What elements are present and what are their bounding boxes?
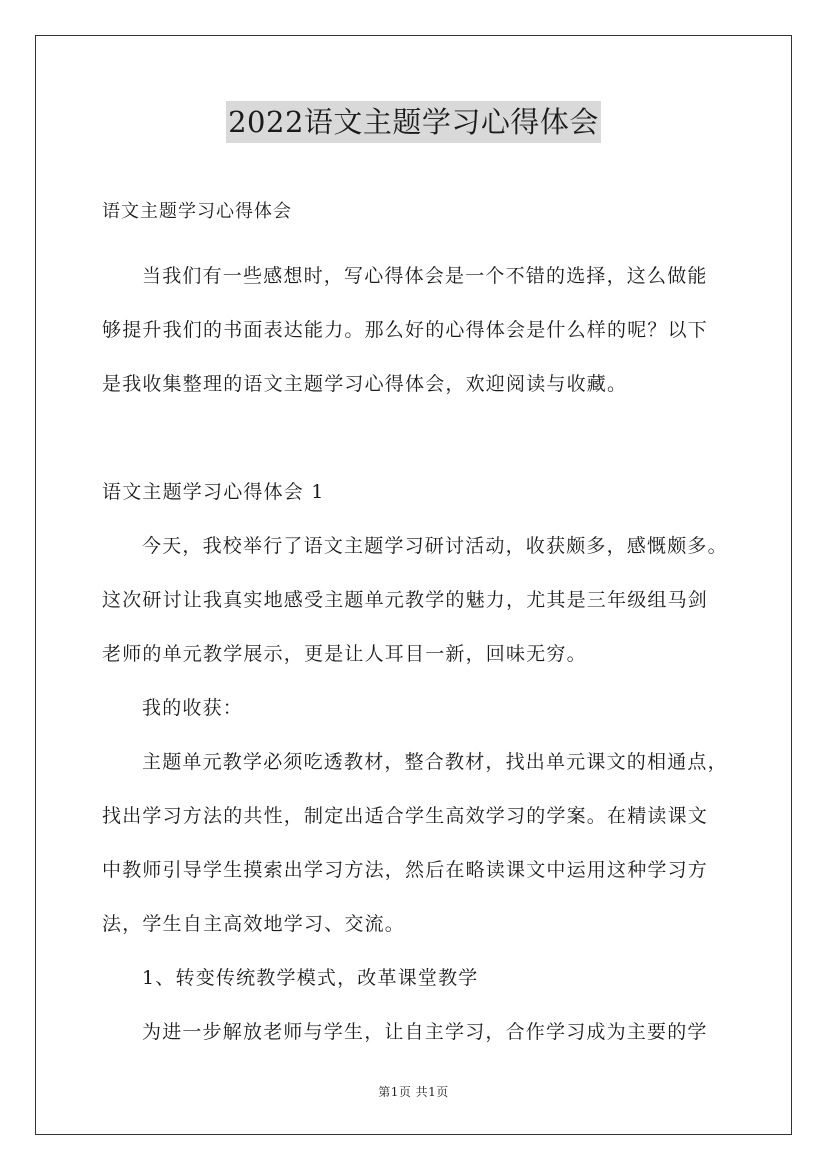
document-body bbox=[102, 175, 742, 1059]
section-heading: 语文主题学习心得体会 1 bbox=[102, 481, 325, 503]
document-title: 2022语文主题学习心得体会 bbox=[226, 101, 601, 143]
body-line: 我的收获： bbox=[142, 697, 244, 719]
paragraph-spacer bbox=[102, 411, 742, 465]
page-number: 第1页 共1页 bbox=[378, 1085, 449, 1099]
title-container bbox=[0, 101, 827, 143]
page-footer bbox=[0, 1083, 827, 1100]
body-line: 1、转变传统教学模式，改革课堂教学 bbox=[142, 967, 479, 989]
body-line: 老师的单元教学展示，更是让人耳目一新，回味无穷。 bbox=[102, 643, 587, 665]
body-line: 中教师引导学生摸索出学习方法，然后在略读课文中运用这种学习方 bbox=[102, 859, 709, 881]
body-line: 主题单元教学必须吃透教材，整合教材，找出单元课文的相通点， bbox=[142, 751, 728, 773]
document-subtitle: 语文主题学习心得体会 bbox=[102, 201, 292, 222]
body-line: 法，学生自主高效地学习、交流。 bbox=[102, 913, 406, 935]
intro-line: 是我收集整理的语文主题学习心得体会，欢迎阅读与收藏。 bbox=[102, 373, 628, 395]
body-line: 找出学习方法的共性，制定出适合学生高效学习的学案。在精读课文 bbox=[102, 805, 709, 827]
body-line: 为进一步解放老师与学生，让自主学习，合作学习成为主要的学 bbox=[142, 1021, 708, 1043]
intro-line: 够提升我们的书面表达能力。那么好的心得体会是什么样的呢？以下 bbox=[102, 319, 709, 341]
body-line: 这次研讨让我真实地感受主题单元教学的魅力，尤其是三年级组马剑 bbox=[102, 589, 709, 611]
body-line: 今天，我校举行了语文主题学习研讨活动，收获颇多，感慨颇多。 bbox=[142, 535, 728, 557]
intro-line: 当我们有一些感想时，写心得体会是一个不错的选择，这么做能 bbox=[142, 265, 708, 287]
